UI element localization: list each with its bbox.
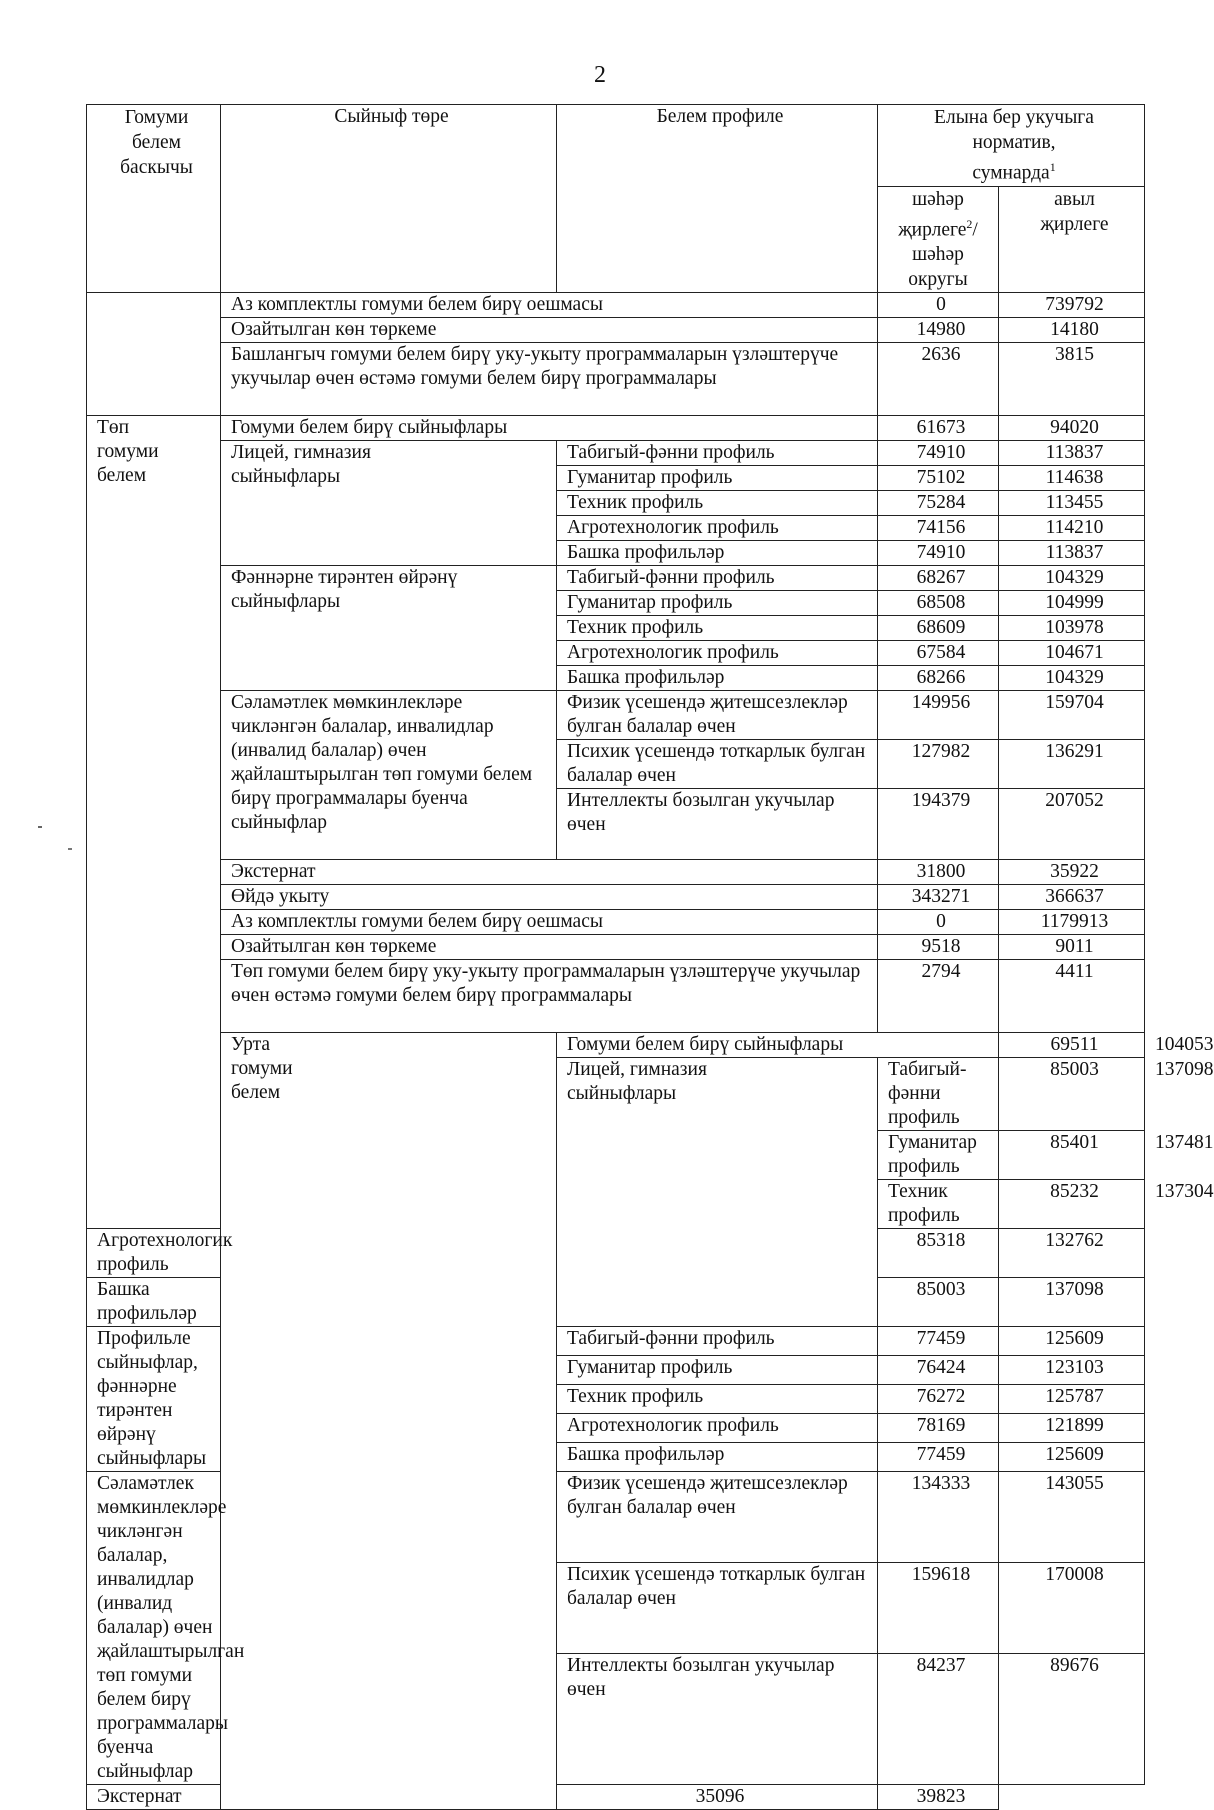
table-row: Башка профильләр 77459 125609 (87, 1443, 1145, 1472)
table-row: Озайтылган көн төркеме 9518 9011 (87, 935, 1145, 960)
scan-speck (68, 848, 72, 850)
table-row: Агротехнологик профиль 85318 132762 (87, 1229, 1145, 1278)
page-number: 2 (594, 62, 606, 88)
table-row: Фәннәрне тирәнтен өйрәнү сыйныфлары Табигый-фәнни профиль 68267 104329 (87, 566, 1145, 591)
table-row: Интеллекты бозылган укучылар өчен 194379 207052 (87, 789, 1145, 860)
table-row: Экстернат 35096 39823 (87, 1785, 1145, 1810)
class-special: Сәламәтлек мөмкинлекләре чикләнгән балалар, инвалидлар (инвалид балалар) өчен җайлаштырылган төп гомуми белем бирү программалары буенча сыйныфлар (87, 1472, 221, 1785)
header-normative: Елына бер укучыга норматив, сумнарда$^1$ (878, 105, 1145, 187)
header-class-type: Сыйныф төре (221, 105, 557, 293)
scan-speck (38, 826, 42, 828)
level-basic: Төп гомуми белем (87, 416, 221, 1229)
normative-table (86, 104, 1214, 1810)
table-row: Техник профиль 76272 125787 (87, 1385, 1145, 1414)
table-row: Агротехнологик профиль 67584 104671 (87, 641, 1145, 666)
table-row: Аз комплектлы гомуми белем бирү оешмасы 0 739792 (87, 293, 1145, 318)
table-row: Агротехнологик профиль 74156 114210 (87, 516, 1145, 541)
table-row: Интеллекты бозылган укучылар өчен 84237 89676 (87, 1653, 1145, 1785)
table-row: Техник профиль 68609 103978 (87, 616, 1145, 641)
table-row: Башлангыч гомуми белем бирү уку-укыту программаларын үзләштерүче укучылар өчен өстәмә гомуми белем бирү программалары 2636 3815 (87, 343, 1145, 416)
level-secondary: Урта гомуми белем (221, 1033, 557, 1810)
table-row: Техник профиль 85232 137304 (87, 1180, 1145, 1229)
class-special: Сәламәтлек мөмкинлекләре чикләнгән балалар, инвалидлар (инвалид балалар) өчен җайлаштырылган төп гомуми белем бирү программалары буенча сыйныфлар (221, 691, 557, 860)
table-row: Экстернат 31800 35922 (87, 860, 1145, 885)
table-row: Психик үсешендә тоткарлык булган балалар өчен 127982 136291 (87, 740, 1145, 789)
table-row: Сәламәтлек мөмкинлекләре чикләнгән балалар, инвалидлар (инвалид балалар) өчен җайлаштырылган төп гомуми белем бирү программалары буенча сыйныфлар Физик үсешендә җитешсезлекләр булган балалар өчен 134333 143055 (87, 1472, 1145, 1563)
class-lyceum: Лицей, гимназия сыйныфлары (557, 1058, 878, 1327)
header-rural: авыл җирлеге (999, 186, 1145, 293)
table-row: Гуманитар профиль 76424 123103 (87, 1356, 1145, 1385)
table-row: Профильле сыйныфлар, фәннәрне тирәнтен өйрәнү сыйныфлары Табигый-фәнни профиль 77459 125609 (87, 1327, 1145, 1356)
table-row: Башка профильләр 68266 104329 (87, 666, 1145, 691)
table-row: Озайтылган көн төркеме 14980 14180 (87, 318, 1145, 343)
class-advanced: Фәннәрне тирәнтен өйрәнү сыйныфлары (221, 566, 557, 691)
table-row: Башка профильләр 85003 137098 (87, 1278, 1145, 1327)
table-row: Гуманитар профиль 68508 104999 (87, 591, 1145, 616)
table-row: Психик үсешендә тоткарлык булган балалар өчен 159618 170008 (87, 1562, 1145, 1653)
table-row: Техник профиль 75284 113455 (87, 491, 1145, 516)
table-row: Аз комплектлы гомуми белем бирү оешмасы 0 1179913 (87, 910, 1145, 935)
class-lyceum: Лицей, гимназия сыйныфлары (221, 441, 557, 566)
table-row: Төп гомуми белем бирү уку-укыту программаларын үзләштерүче укучылар өчен өстәмә гомуми белем бирү программалары 2794 4411 (87, 960, 1145, 1033)
table-row: Лицей, гимназия сыйныфлары Табигый-фәнни профиль 85003 137098 (87, 1058, 1145, 1131)
table-row: Гуманитар профиль 85401 137481 (87, 1131, 1145, 1180)
header-city: шәһәр җирлеге$^2$/ шәһәр округы (878, 186, 999, 293)
header-level: Гомуми белем баскычы (87, 105, 221, 293)
table-row: Агротехнологик профиль 78169 121899 (87, 1414, 1145, 1443)
table-row: Сәламәтлек мөмкинлекләре чикләнгән балалар, инвалидлар (инвалид балалар) өчен җайлаштырылган төп гомуми белем бирү программалары буенча сыйныфлар Физик үсешендә җитешсезлекләр булган балалар өчен 149956 159704 (87, 691, 1145, 740)
header-profile: Белем профиле (557, 105, 878, 293)
class-profile: Профильле сыйныфлар, фәннәрне тирәнтен өйрәнү сыйныфлары (87, 1327, 221, 1472)
table-row: Башка профильләр 74910 113837 (87, 541, 1145, 566)
table-row: Лицей, гимназия сыйныфлары Табигый-фәнни профиль 74910 113837 (87, 441, 1145, 466)
level-primary (87, 293, 221, 416)
table-row: Гуманитар профиль 75102 114638 (87, 466, 1145, 491)
table-row: Төп гомуми белем Гомуми белем бирү сыйныфлары 61673 94020 (87, 416, 1145, 441)
table-row: Өйдә укыту 343271 366637 (87, 885, 1145, 910)
table-row: Урта гомуми белем Гомуми белем бирү сыйныфлары 69511 104053 (87, 1033, 1145, 1058)
